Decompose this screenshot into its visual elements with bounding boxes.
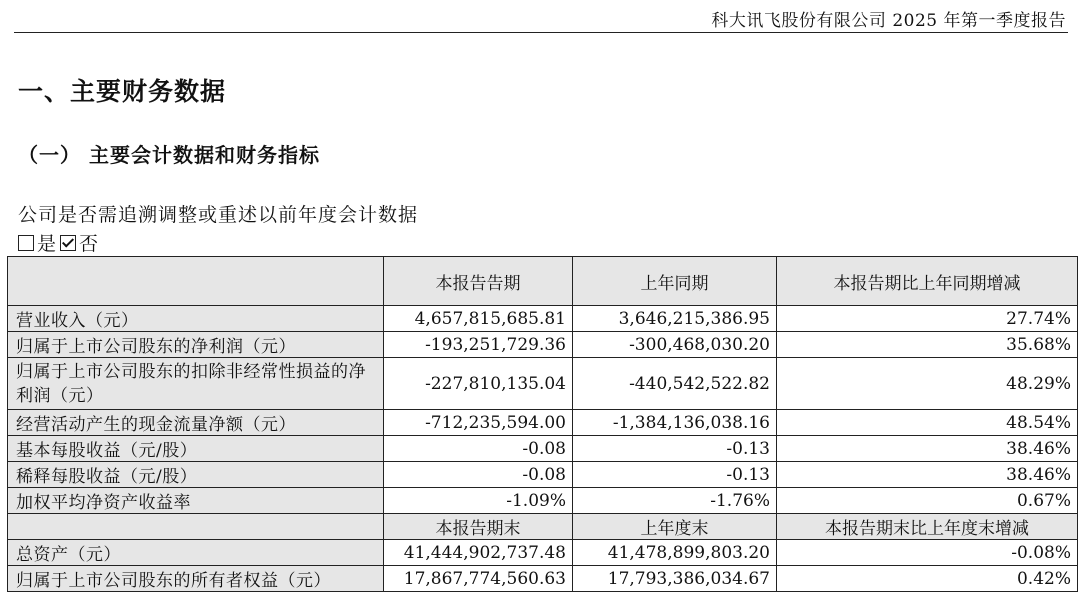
row-label: 归属于上市公司股东的所有者权益（元） [8, 566, 384, 592]
cell-current: 4,657,815,685.81 [384, 306, 573, 332]
cell-current: -227,810,135.04 [384, 358, 573, 410]
row-label: 基本每股收益（元/股） [8, 436, 384, 462]
cell-current: -1.09% [384, 488, 573, 514]
cell-change: 38.46% [777, 462, 1078, 488]
header-cell-current-period: 本报告告期 [384, 257, 573, 306]
cell-current: -712,235,594.00 [384, 410, 573, 436]
subheader-cell-period-end: 本报告期末 [384, 514, 573, 540]
cell-prior: 41,478,899,803.20 [573, 540, 777, 566]
cell-current: -193,251,729.36 [384, 332, 573, 358]
cell-change: 35.68% [777, 332, 1078, 358]
cell-prior: -0.13 [573, 436, 777, 462]
table-row [8, 306, 1078, 332]
financial-data-table [7, 256, 1078, 592]
cell-current: 41,444,902,737.48 [384, 540, 573, 566]
header-cell-change: 本报告期比上年同期增减 [777, 257, 1078, 306]
section-title: 一、主要财务数据 [18, 77, 227, 106]
cell-change: 48.54% [777, 410, 1078, 436]
cell-prior: -1,384,136,038.16 [573, 410, 777, 436]
cell-prior: -0.13 [573, 462, 777, 488]
cell-prior: 3,646,215,386.95 [573, 306, 777, 332]
cell-change: 27.74% [777, 306, 1078, 332]
cell-change: -0.08% [777, 540, 1078, 566]
table-row [8, 488, 1078, 514]
cell-prior: -1.76% [573, 488, 777, 514]
table-row [8, 436, 1078, 462]
cell-prior: -300,468,030.20 [573, 332, 777, 358]
restatement-question: 公司是否需追溯调整或重述以前年度会计数据 [18, 204, 419, 226]
cell-change: 0.67% [777, 488, 1078, 514]
table-row [8, 540, 1078, 566]
checkbox-checked-icon[interactable] [60, 235, 76, 251]
row-label: 归属于上市公司股东的净利润（元） [8, 332, 384, 358]
cell-change: 48.29% [777, 358, 1078, 410]
subheader-cell-prior-year-end: 上年度末 [573, 514, 777, 540]
subheader-cell-change: 本报告期末比上年度末增减 [777, 514, 1078, 540]
cell-current: -0.08 [384, 462, 573, 488]
option-no-label: 否 [79, 233, 99, 255]
table-row [8, 358, 1078, 410]
option-no[interactable] [60, 229, 98, 256]
row-label: 稀释每股收益（元/股） [8, 462, 384, 488]
option-yes[interactable] [18, 229, 56, 256]
option-yes-label: 是 [37, 233, 57, 255]
checkbox-unchecked-icon[interactable] [18, 235, 34, 251]
cell-change: 0.42% [777, 566, 1078, 592]
row-label: 归属于上市公司股东的扣除非经常性损益的净利润（元） [8, 358, 384, 410]
table-subheader-row [8, 514, 1078, 540]
cell-current: 17,867,774,560.63 [384, 566, 573, 592]
subheader-cell-blank [8, 514, 384, 540]
table-row [8, 410, 1078, 436]
cell-prior: 17,793,386,034.67 [573, 566, 777, 592]
row-label: 经营活动产生的现金流量净额（元） [8, 410, 384, 436]
report-header-title: 科大讯飞股份有限公司 2025 年第一季度报告 [711, 11, 1066, 31]
subsection-title: （一） 主要会计数据和财务指标 [18, 143, 320, 167]
row-label: 营业收入（元） [8, 306, 384, 332]
restatement-options [18, 229, 102, 256]
header-cell-blank [8, 257, 384, 306]
table-row [8, 566, 1078, 592]
row-label: 总资产（元） [8, 540, 384, 566]
cell-prior: -440,542,522.82 [573, 358, 777, 410]
table-row [8, 462, 1078, 488]
table-row [8, 332, 1078, 358]
cell-current: -0.08 [384, 436, 573, 462]
cell-change: 38.46% [777, 436, 1078, 462]
row-label: 加权平均净资产收益率 [8, 488, 384, 514]
header-divider [14, 32, 1068, 33]
header-cell-prior-period: 上年同期 [573, 257, 777, 306]
table-header-row [8, 257, 1078, 306]
